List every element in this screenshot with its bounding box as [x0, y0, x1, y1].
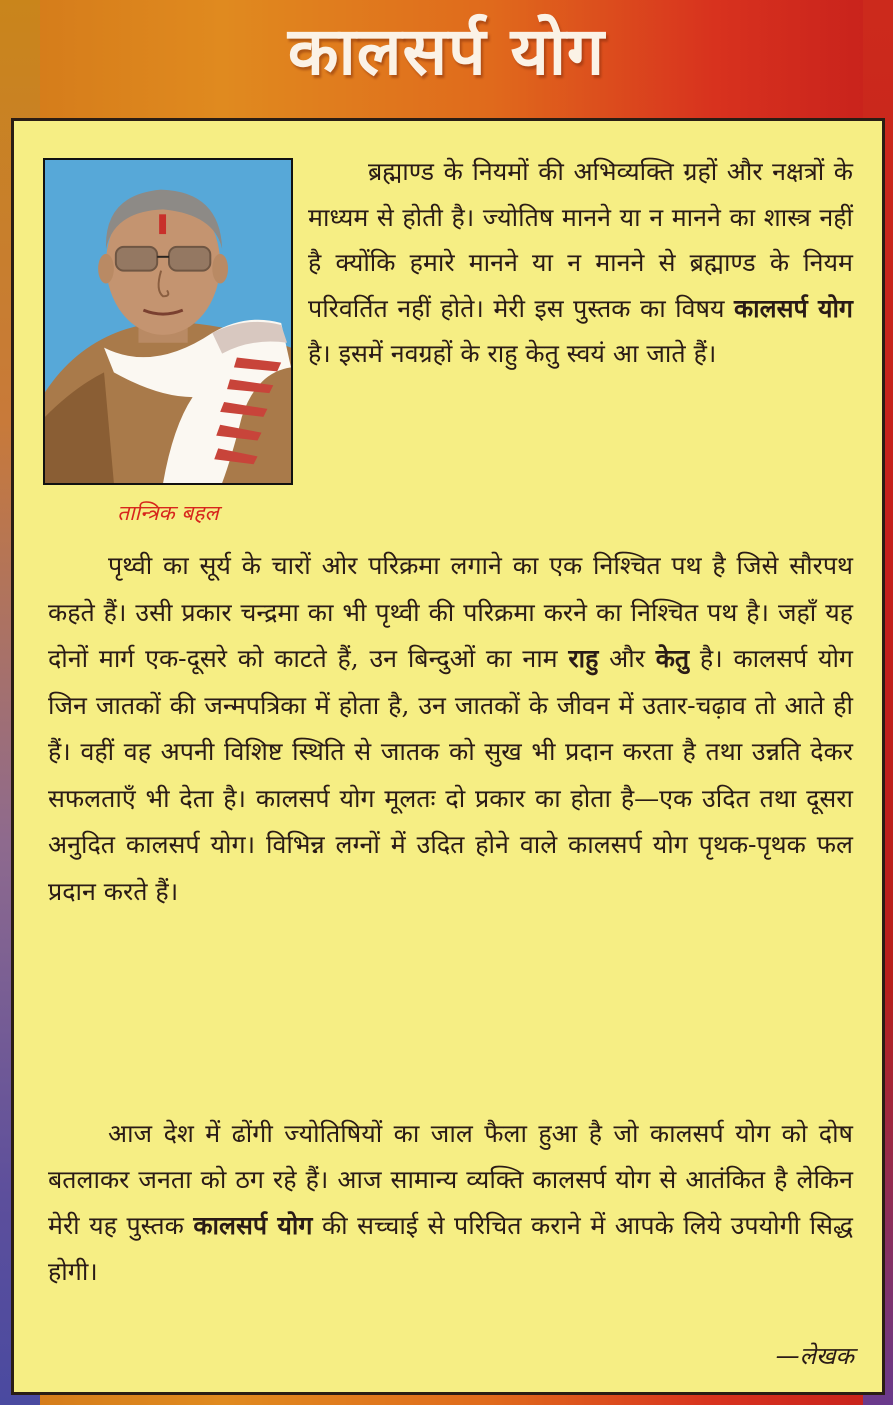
- p2-bold-rahu: राहु: [568, 644, 599, 673]
- intro-text-after: है। इसमें नवग्रहों के राहु केतु स्वयं आ जाते हैं।: [308, 339, 717, 368]
- p2-text-1: पृथ्वी का सूर्य के चारों ओर परिक्रमा लगाने का एक निश्चित पथ है जिसे सौरपथ कहते हैं। उसी प्रकार चन्द्रमा का भी पृथ्वी की परिक्रमा करने का निश्चित पथ है। जहाँ यह दोनों मार्ग एक-दूसरे को काटते हैं, उन बिन्दुओं का नाम: [48, 551, 853, 673]
- intro-bold-title: कालसर्प योग: [733, 293, 854, 323]
- author-caption: तान्त्रिक बहल: [117, 501, 219, 525]
- intro-text: ब्रह्माण्ड के नियमों की अभिव्यक्ति ग्रहों और नक्षत्रों के माध्यम से होती है। ज्योतिष मानने या न मानने का शास्त्र नहीं है क्योंकि हमारे मानने या न मानने से ब्रह्माण्ड के नियम परिवर्तित नहीं होते। मेरी इस पुस्तक का विषय: [308, 157, 853, 323]
- p2-bold-ketu: केतु: [655, 644, 690, 673]
- author-signature: —लेखक: [775, 1342, 854, 1370]
- content-panel: [11, 118, 885, 1395]
- body-paragraph-3: [48, 1111, 853, 1295]
- page-title: कालसर्प योग: [287, 13, 606, 90]
- p3-text-1: आज देश में ढोंगी ज्योतिषियों का जाल फैला हुआ है जो कालसर्प योग को दोष बतलाकर जनता को ठग रहे हैं। आज सामान्य व्यक्ति कालसर्प योग से आतंकित है लेकिन मेरी यह पुस्तक: [48, 1119, 853, 1240]
- p3-text-2: की सच्चाई से परिचित कराने में आपके लिये उपयोगी सिद्ध होगी।: [48, 1211, 853, 1286]
- body-paragraph-2: [48, 543, 853, 915]
- p2-text-mid: और: [598, 644, 656, 673]
- intro-paragraph: [308, 149, 853, 377]
- p3-bold-title: कालसर्प योग: [193, 1211, 313, 1240]
- author-photo: [43, 158, 293, 485]
- p2-text-2: है। कालसर्प योग जिन जातकों की जन्मपत्रिका में होता है, उन जातकों के जीवन में उतार-चढ़ाव तो आते ही हैं। वहीं वह अपनी विशिष्ट स्थिति से जातक को सुख भी प्रदान करता है तथा उन्नति देकर सफलताएँ भी देता है। कालसर्प योग मूलतः दो प्रकार का होता है—एक उदित तथा दूसरा अनुदित कालसर्प योग। विभिन्न लग्नों में उदित होने वाले कालसर्प योग पृथक-पृथक फल प्रदान करते हैं।: [48, 644, 853, 906]
